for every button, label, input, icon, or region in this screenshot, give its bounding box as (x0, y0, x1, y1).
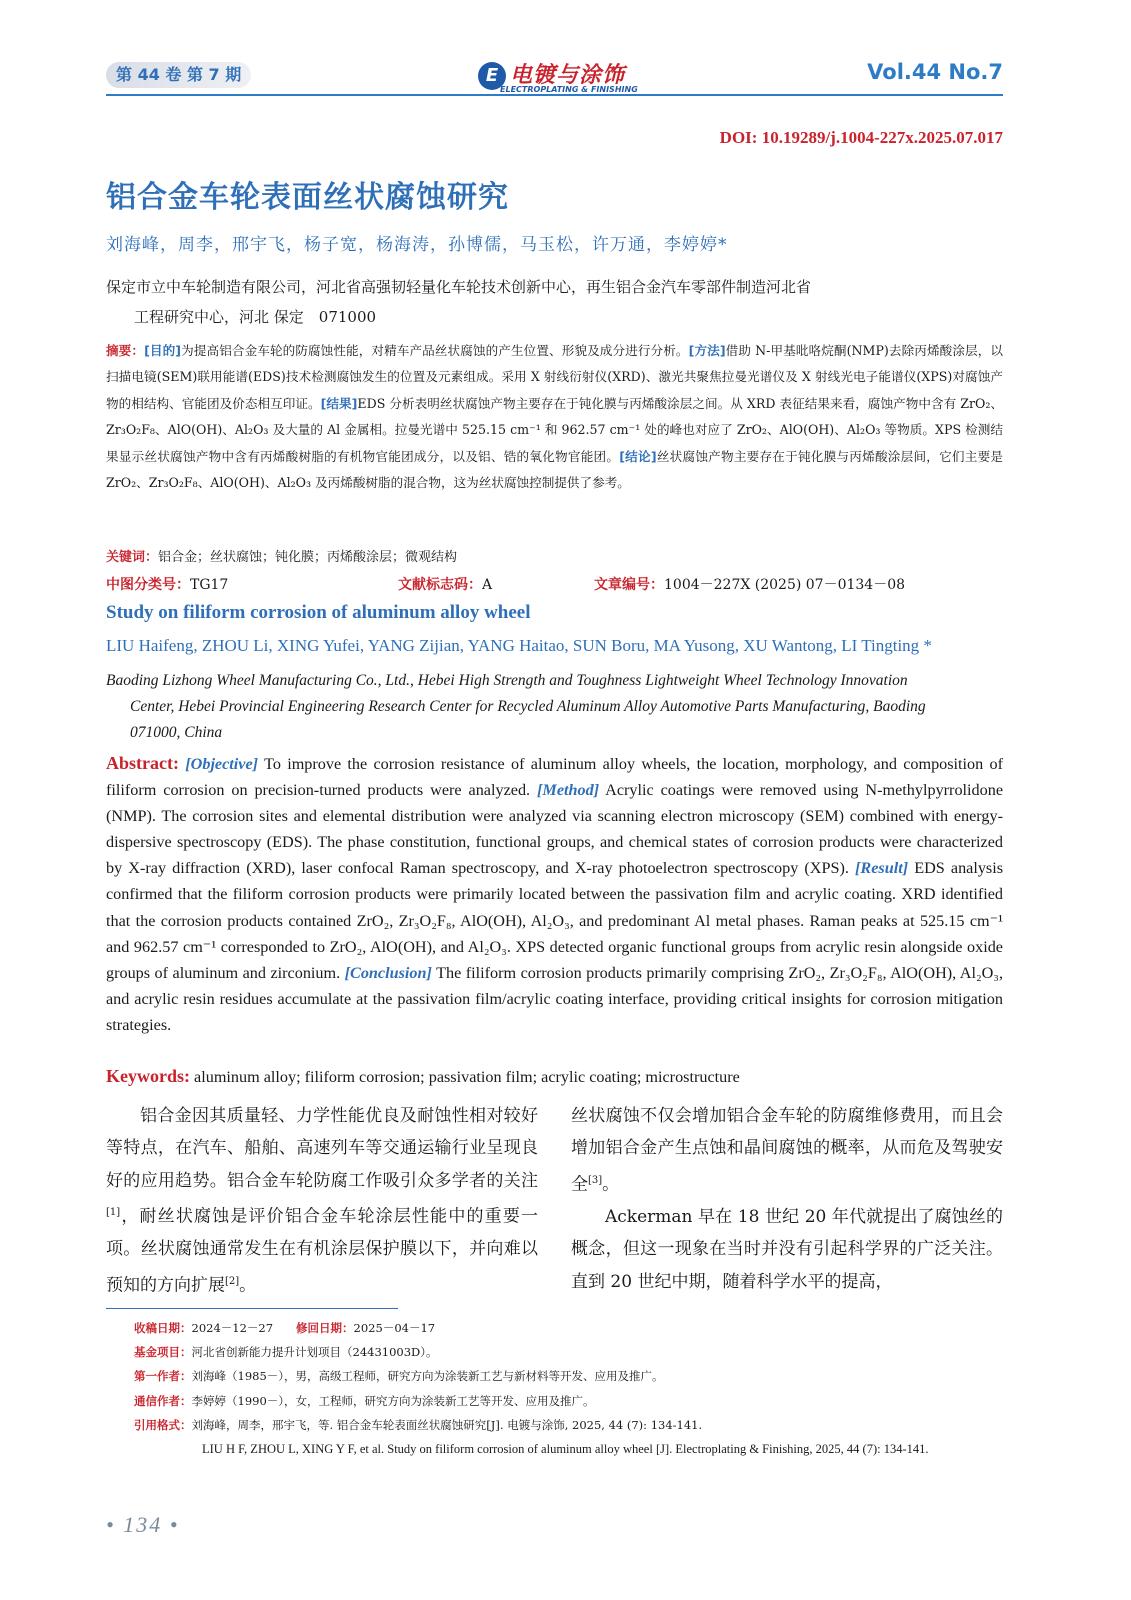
body-text: 。 (239, 1275, 257, 1296)
body-text: ，耐丝状腐蚀是评价铝合金车轮涂层性能中的重要一项。丝状腐蚀通常发生在有机涂层保护膜以下，并向难以预知的方向扩展 (106, 1206, 538, 1296)
keywords-chinese (106, 547, 1003, 569)
footnote-divider (106, 1308, 398, 1309)
footnote-citation-english: LIU H F, ZHOU L, XING Y F, et al. Study on filiform corrosion of aluminum alloy wheel [J]. Electroplating & Finishing, 2025, 44 (7): 134-141. (202, 1442, 929, 1457)
objective-text: 为提高铝合金车轮的防腐蚀性能，对精车产品丝状腐蚀的产生位置、形貌及成分进行分析。 (181, 343, 689, 358)
header-divider (106, 94, 1003, 96)
body-text: 铝合金因其质量轻、力学性能优良及耐蚀性相对较好等特点，在汽车、船舶、高速列车等交通运输行业呈现良好的应用趋势。铝合金车轮防腐工作吸引众多学者的关注 (106, 1106, 538, 1191)
objective-en-tag: [Objective] (185, 755, 259, 773)
affiliation-en-line-1: Baoding Lizhong Wheel Manufacturing Co., Ltd., Hebei High Strength and Toughness Lightweight Wheel Technology Innovation (106, 672, 908, 689)
footnote-dates: 收稿日期：2024－12－27 修回日期：2025－04－17 (134, 1321, 436, 1335)
citation-ref[interactable]: [3] (588, 1174, 603, 1186)
footnote-corresponding-author: 通信作者：李婷婷（1990－），女，工程师，研究方向为涂装新工艺等开发、应用及推广。 (134, 1393, 595, 1408)
affiliation-english (106, 668, 1003, 746)
page-header (106, 58, 1003, 98)
authors-chinese: 刘海峰，周李，邢宇飞，杨子宽，杨海涛，孙博儒，马玉松，许万通，李婷婷* (106, 235, 728, 255)
conclusion-en-tag: [Conclusion] (344, 963, 432, 982)
method-text: 借助 N-甲基吡咯烷酮(NMP)去除丙烯酸涂层，以扫描电镜(SEM)联用能谱(EDS)技术检测腐蚀发生的位置及元素组成。采用 X 射线衍射仪(XRD)、激光共聚焦拉曼光谱仪及 X 射线光电子能谱仪(XPS)对腐蚀产物的相结构、官能团及价态相互印证。 (106, 343, 1004, 411)
classification-row (106, 573, 1003, 597)
footnotes (134, 1316, 1004, 1461)
footnote-citation: 引用格式：刘海峰，周李，邢宇飞，等. 铝合金车轮表面丝状腐蚀研究[J]. 电镀与涂饰, 2025, 44 (7): 134-141. (134, 1417, 703, 1432)
affiliation-chinese (106, 272, 1006, 332)
abstract-chinese (106, 338, 1003, 496)
body-column-left (106, 1100, 538, 1302)
objective-en-text: To improve the corrosion resistance of aluminum alloy wheels, the location, morphology, and composition of filiform corrosion on precision-turned products were analyzed. (106, 755, 1003, 800)
result-en-text: EDS analysis confirmed that the filiform corrosion products were primarily located between the passivation film and acrylic coating. XRD identified that the corrosion products contained ZrO₂, Zr₃O₂F₈, AlO(OH), Al₂O₃, and predominant Al metal phases. Raman peaks at 525.15 cm⁻¹ and 962.57 cm⁻¹ corresponded to ZrO₂, AlO(OH), and Al₂O₃. XPS detected organic functional groups from acrylic resin alongside oxide groups of aluminum and zirconium. (106, 859, 1004, 982)
citation-ref[interactable]: [2] (225, 1275, 240, 1287)
method-tag: [方法] (688, 343, 726, 358)
page-number: • 134 • (106, 1512, 180, 1537)
logo-icon: E (478, 62, 506, 90)
keywords-english (106, 1064, 1003, 1089)
article-number-label: 文章编号： (594, 577, 664, 593)
body-column-right (571, 1100, 1003, 1298)
issue-label: 第 44 卷 第 7 期 (106, 62, 251, 88)
title-english: Study on filiform corrosion of aluminum alloy wheel (106, 602, 531, 623)
keywords-en-label: Keywords: (106, 1066, 190, 1086)
affiliation-line-2: 工程研究中心，河北 保定 071000 (134, 308, 377, 326)
conclusion-tag: [结论] (619, 448, 657, 464)
article-number-value: 1004－227X (2025) 07－0134－08 (664, 577, 906, 593)
abstract-en-label: Abstract: (106, 753, 179, 773)
journal-logo (478, 58, 638, 98)
affiliation-en-line-3: 071000, China (130, 724, 223, 741)
keywords-label: 关键词： (106, 550, 159, 565)
result-tag: [结果] (320, 395, 358, 411)
body-text: Ackerman 早在 18 世纪 20 年代就提出了腐蚀丝的概念，但这一现象在当时并没有引起科学界的广泛关注。直到 20 世纪中期，随着科学水平的提高， (571, 1206, 1003, 1292)
volume-label: Vol.44 No.7 (867, 60, 1003, 84)
logo-chinese-name: 电镀与涂饰 (510, 62, 626, 88)
affiliation-line-1: 保定市立中车轮制造有限公司，河北省高强韧轻量化车轮技术创新中心，再生铝合金汽车零部件制造河北省 (106, 278, 812, 296)
footnote-fund: 基金项目：河北省创新能力提升计划项目（24431003D）。 (134, 1345, 438, 1360)
abstract-english (106, 750, 1003, 1038)
body-paragraph (571, 1100, 1003, 1201)
method-en-tag: [Method] (537, 781, 600, 800)
method-en-text: Acrylic coatings were removed using N-methylpyrrolidone (NMP). The corrosion sites and elemental distribution were analyzed via scanning electron microscopy (SEM) combined with energy-dispersive spectroscopy (EDS). The phase constitution, functional groups, and chemical states of corrosion products were characterized by X-ray diffraction (XRD), laser confocal Raman spectroscopy, and X-ray photoelectron spectroscopy (XPS). (106, 781, 1003, 878)
body-paragraph (571, 1201, 1003, 1298)
keywords-en-text: aluminum alloy; filiform corrosion; passivation film; acrylic coating; microstructure (194, 1068, 740, 1086)
doc-code-value: A (482, 577, 493, 593)
doc-code-label: 文献标志码： (398, 577, 482, 593)
citation-ref[interactable]: [1] (106, 1207, 121, 1219)
doi: DOI: 10.19289/j.1004-227x.2025.07.017 (719, 128, 1003, 147)
body-text: 。 (602, 1174, 620, 1195)
footnote-first-author: 第一作者：刘海峰（1985－），男，高级工程师，研究方向为涂装新工艺与新材料等开发、应用及推广。 (134, 1369, 664, 1384)
conclusion-en-text: The filiform corrosion products primarily comprising ZrO₂, Zr₃O₂F₈, AlO(OH), Al₂O₃, and acrylic resin residues accumulate at the passivation film/acrylic coating interface, providing critical insights for corrosion mitigation strategies. (106, 963, 1003, 1034)
title-chinese: 铝合金车轮表面丝状腐蚀研究 (106, 180, 509, 215)
conclusion-text: 丝状腐蚀产物主要存在于钝化膜与丙烯酸涂层间，它们主要是 ZrO₂、Zr₃O₂F₈、AlO(OH)、Al₂O₃ 及丙烯酸树脂的混合物，这为丝状腐蚀控制提供了参考。 (106, 448, 1004, 491)
result-text: EDS 分析表明丝状腐蚀产物主要存在于钝化膜与丙烯酸涂层之间。从 XRD 表征结果来看，腐蚀产物中含有 ZrO₂、Zr₃O₂F₈、AlO(OH)、Al₂O₃ 及大量的 Al 金属相。拉曼光谱中 525.15 cm⁻¹ 和 962.57 cm⁻¹ 处的峰也对应了 ZrO₂、AlO(OH)、Al₂O₃ 等物质。XPS 检测结果显示丝状腐蚀产物中含有丙烯酸树脂的有机物官能团成分，以及铝、锆的氧化物官能团。 (106, 395, 1004, 464)
result-en-tag: [Result] (855, 859, 909, 878)
objective-tag: [目的] (144, 343, 182, 358)
affiliation-en-line-2: Center, Hebei Provincial Engineering Research Center for Recycled Aluminum Alloy Automotive Parts Manufacturing, Baoding (130, 698, 926, 715)
keywords-text: 铝合金；丝状腐蚀；钝化膜；丙烯酸涂层；微观结构 (158, 550, 458, 565)
clc-label: 中图分类号： (106, 577, 190, 593)
logo-english-name: ELECTROPLATING & FINISHING (500, 85, 638, 94)
clc-value: TG17 (190, 577, 229, 593)
body-text: 丝状腐蚀不仅会增加铝合金车轮的防腐维修费用，而且会增加铝合金产生点蚀和晶间腐蚀的概率，从而危及驾驶安全 (571, 1106, 1003, 1195)
abstract-label: 摘要： (106, 343, 145, 358)
body-paragraph (106, 1100, 538, 1302)
authors-english: LIU Haifeng, ZHOU Li, XING Yufei, YANG Zijian, YANG Haitao, SUN Boru, MA Yusong, XU Wantong, LI Tingting * (106, 636, 932, 655)
